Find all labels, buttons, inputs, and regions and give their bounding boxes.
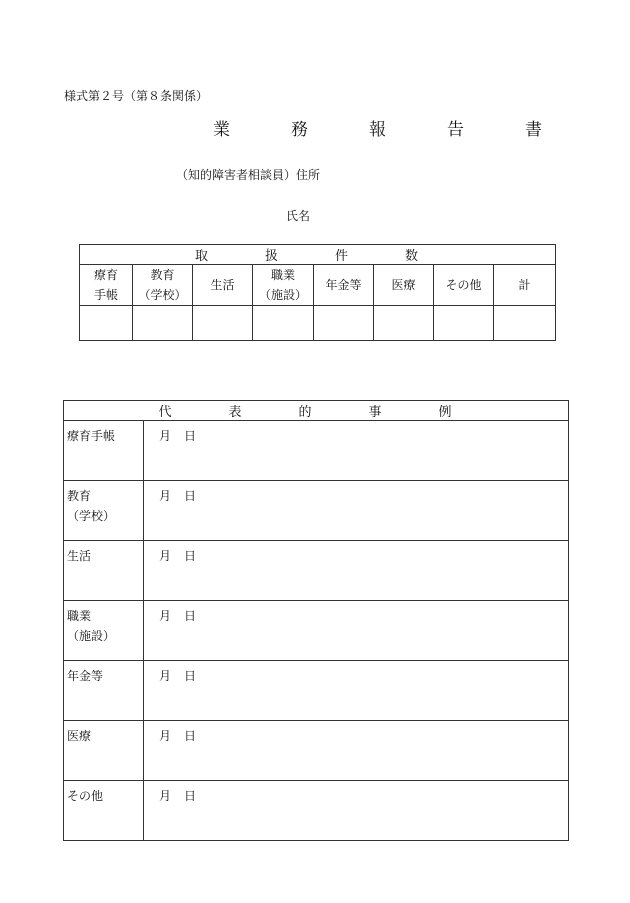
table-row [64,661,569,721]
case-entry-cell[interactable] [144,781,569,841]
counts-value-cell[interactable] [434,306,494,341]
document-title: 業 務 報 告 書 [213,120,564,140]
cases-table [63,400,569,841]
table-row [64,421,569,481]
counts-header-shokugyo [253,265,314,306]
case-category-nenkin [64,661,144,721]
cases-table-title: 代 表 的 事 例 [64,401,569,421]
counts-header-nenkin [314,265,374,306]
case-category-line1: 生活 [67,549,92,563]
counts-header-line2: （施設） [258,288,307,302]
month-label: 月 [159,429,172,443]
case-category-kyoiku [64,481,144,541]
day-label: 日 [184,729,197,743]
case-entry-cell[interactable] [144,721,569,781]
day-label: 日 [184,789,197,803]
case-category-line1: 教育 [67,489,92,503]
case-entry-cell[interactable] [144,661,569,721]
counts-header-total [494,265,556,306]
month-label: 月 [159,609,172,623]
form-number: 様式第２号（第８条関係） [64,89,209,103]
day-label: 日 [184,549,197,563]
month-label: 月 [159,729,172,743]
counts-value-cell[interactable] [374,306,434,341]
counts-header-line1: 療育 [93,268,118,282]
counts-header-line1: その他 [445,278,482,292]
table-row [64,481,569,541]
counts-header-line2: （学校） [138,288,187,302]
case-entry-cell[interactable] [144,601,569,661]
case-category-seikatsu [64,541,144,601]
counts-header-sonota [434,265,494,306]
case-category-iryo [64,721,144,781]
counts-header-iryo [374,265,434,306]
case-category-sonota [64,781,144,841]
table-row [64,721,569,781]
counts-header-line2: 手帳 [93,288,118,302]
case-category-line2: （学校） [67,509,116,523]
case-category-line1: 療育手帳 [67,429,116,443]
case-category-line1: 医療 [67,729,92,743]
counts-table-title: 取 扱 件 数 [80,245,556,265]
counts-header-line1: 年金等 [325,278,362,292]
counts-header-kyoiku [133,265,193,306]
counts-value-cell[interactable] [253,306,314,341]
month-label: 月 [159,549,172,563]
day-label: 日 [184,669,197,683]
counts-value-cell[interactable] [133,306,193,341]
case-category-shokugyo [64,601,144,661]
case-entry-cell[interactable] [144,481,569,541]
counts-header-line1: 医療 [391,278,416,292]
counts-value-cell[interactable] [314,306,374,341]
counts-header-line1: 計 [518,278,531,292]
counts-header-line1: 生活 [210,278,235,292]
case-category-line1: その他 [67,789,104,803]
address-label: （知的障害者相談員）住所 [176,168,321,182]
name-label: 氏名 [286,209,311,223]
counts-table [79,244,556,341]
counts-header-line1: 教育 [150,268,175,282]
counts-value-cell[interactable] [80,306,133,341]
case-entry-cell[interactable] [144,421,569,481]
day-label: 日 [184,489,197,503]
case-entry-cell[interactable] [144,541,569,601]
table-row [64,541,569,601]
counts-header-line1: 職業 [270,268,295,282]
day-label: 日 [184,429,197,443]
month-label: 月 [159,789,172,803]
counts-value-cell[interactable] [494,306,556,341]
case-category-line1: 年金等 [67,669,104,683]
case-category-line2: （施設） [67,629,116,643]
case-category-line1: 職業 [67,609,92,623]
case-category-ryoiku [64,421,144,481]
day-label: 日 [184,609,197,623]
month-label: 月 [159,669,172,683]
counts-value-cell[interactable] [193,306,253,341]
counts-header-seikatsu [193,265,253,306]
month-label: 月 [159,489,172,503]
table-row [64,781,569,841]
table-row [64,601,569,661]
counts-header-ryoiku [80,265,133,306]
